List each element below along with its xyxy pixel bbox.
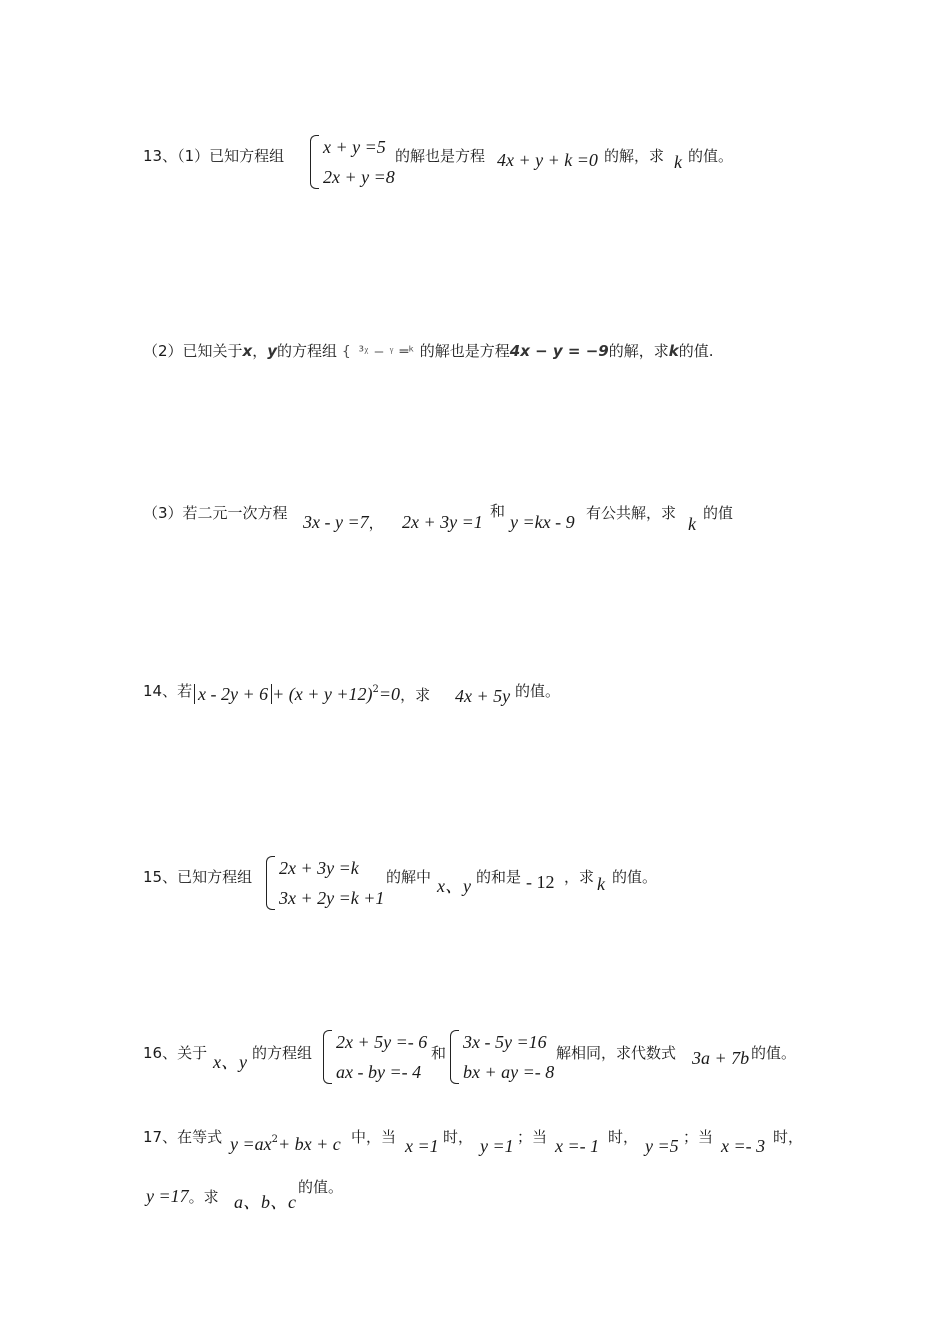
q17-c2x: x =- 1 [555,1136,600,1156]
q17-semi1: ；当 [517,1128,548,1146]
q13-3-sep: ， [368,514,384,532]
q15-mid3-wrap [564,866,594,887]
q17-eq-wrap [230,1134,341,1155]
q13-1-tail [604,145,664,166]
q16-xy: x、y [213,1052,247,1072]
q17-semi1-wrap [517,1126,547,1147]
q15-prefix: 15、已知方程组 [143,868,253,886]
q17-semi2: ；当 [683,1128,714,1146]
q13-2-prefix: （2）已知关于 [143,342,243,360]
q13-1-eq3: 4x + y + k =0 [497,150,598,170]
q16-expr: 3a + 7b [692,1048,750,1068]
q16-s1e1: 2x + 5y =- 6 [336,1032,428,1052]
q15-xy-wrap [437,872,471,898]
q15-mid2-wrap [476,866,521,887]
q17-end-wrap [298,1176,343,1197]
q16-line [143,1042,207,1063]
q13-3-line [143,502,288,523]
q13-1-eq3-wrap [497,150,598,171]
q17-abc: a、b、c [234,1192,296,1212]
q14-prefix: 14、若 [143,682,193,700]
q13-3-eq1: 3x - y =7 [303,512,369,532]
q15-val-wrap [526,872,555,893]
q13-3-eq2-wrap [402,512,483,533]
q14-line [143,680,192,701]
q13-1-k-wrap [674,152,682,173]
q13-1-line [143,145,284,166]
q15-end: 的值。 [612,868,658,886]
q16-s1e2: ax - by =- 4 [336,1062,422,1082]
q17-shi3: 时， [773,1128,804,1146]
q13-3-tail [586,502,676,523]
q16-end-wrap [751,1042,796,1063]
q13-3-mid: 有公共解，求 [586,504,677,522]
q16-s2e1: 3x - 5y =16 [463,1032,547,1052]
q13-2-mid: 的方程组 [277,342,338,360]
q15-k-wrap [597,874,605,895]
q13-1-end-wrap [688,145,733,166]
q13-2-mid2: 的解也是方程 [419,342,510,360]
q13-2-end: 的值. [678,342,714,360]
q15-mid: 的解中 [386,868,432,886]
q13-2-garbled-system: { ³ᵡ ‒ ᵞ ═ᵏ [342,344,415,360]
q13-2-y: y [267,342,278,360]
q16-mid: 的方程组 [252,1044,313,1062]
q17-eq-a: y =ax [230,1134,272,1154]
q17-semi2-wrap [683,1126,713,1147]
q15-mid2: 的和是 [476,868,522,886]
q14-expr-wrap [194,684,430,705]
q13-3-eq2: 2x + 3y =1 [402,512,483,532]
q13-1-end: 的值。 [688,147,734,165]
brace-icon [310,135,319,189]
q17-shi2: 时， [608,1128,639,1146]
q14-expr2-wrap [455,686,510,707]
q15-system [266,856,384,910]
q13-3-prefix: （3）若二元一次方程 [143,504,288,522]
q17-shi2-wrap [608,1126,638,1147]
q17-sup: 2 [271,1134,278,1145]
q15-eq2: 3x + 2y =k +1 [279,888,385,908]
q14-expr: 4x + 5y [455,686,511,706]
q17-c2y-wrap [645,1136,679,1157]
q17-c1x: x =1 [405,1136,439,1156]
q15-mid3: ，求 [564,868,595,886]
q17-c3x: x =- 3 [721,1136,766,1156]
q15-eq1: 2x + 3y =k [279,858,359,878]
q15-end-wrap [612,866,657,887]
q13-2-mid3: 的解，求 [608,342,669,360]
q17-c3x-wrap [721,1136,765,1157]
q17-c1y-wrap [480,1136,514,1157]
q14-plus: + (x + y +12) [272,684,373,704]
q17-abc-wrap [234,1188,296,1214]
q15-k: k [597,874,605,894]
q14-end: 的值。 [515,682,561,700]
q17-zhong-wrap [351,1126,396,1147]
q13-1-line-rest [395,145,485,166]
q14-mid: ，求 [400,686,431,704]
q13-2-line [143,340,713,361]
q13-3-end: 的值 [703,504,734,522]
q17-eq-b: + bx + c [278,1134,341,1154]
q16-prefix: 16、关于 [143,1044,208,1062]
q17-prefix: 17、在等式 [143,1128,223,1146]
q16-mid-wrap [252,1042,312,1063]
q15-line [143,866,252,887]
q13-2-k: k [668,342,679,360]
q16-xy-wrap [213,1048,247,1074]
q17-end: 的值。 [298,1178,344,1196]
q13-3-end-wrap [703,502,733,523]
q15-mid-wrap [386,866,431,887]
q16-he-wrap [431,1042,446,1063]
q13-1-mid2: 的解，求 [604,147,665,165]
q16-system-2 [450,1030,554,1084]
q15-val: - 12 [526,872,555,892]
q17-zhong: 中，当 [351,1128,397,1146]
q14-eq0: =0 [378,684,401,704]
q16-he: 和 [431,1044,447,1062]
q13-2-comma: ， [252,342,268,360]
q13-1-mid: 的解也是方程 [395,147,486,165]
q17-shi1-wrap [443,1126,473,1147]
q13-1-system [310,135,395,189]
q14-abs: x - 2y + 6 [194,684,272,704]
q17-c1x-wrap [405,1136,439,1157]
q15-xy: x、y [437,876,471,896]
q17-line1 [143,1126,222,1147]
q16-expr-wrap [692,1048,749,1069]
q13-3-eq1-wrap [303,512,384,533]
q13-3-eq3: y =kx - 9 [510,512,575,532]
q17-c2x-wrap [555,1136,599,1157]
q16-mid2: 解相同，求代数式 [556,1044,677,1062]
q16-system-1 [323,1030,427,1084]
q13-1-k: k [674,152,682,172]
q13-1-eq1: x + y =5 [323,137,386,157]
q13-2-eq: 4x − y = −9 [509,342,609,360]
q16-end: 的值。 [751,1044,797,1062]
q17-shi1: 时， [443,1128,474,1146]
q13-3-k-wrap [688,514,696,535]
q17-c1y: y =1 [480,1136,514,1156]
q17-c2y: y =5 [645,1136,679,1156]
q17-dot: 。求 [188,1188,219,1206]
q13-2-x: x [242,342,253,360]
q16-s2e2: bx + ay =- 8 [463,1062,555,1082]
brace-icon [450,1030,459,1084]
q13-1-eq2: 2x + y =8 [323,167,395,187]
brace-icon [266,856,275,910]
q17-c3y: y =17 [146,1186,189,1206]
q13-1-prefix: 13、（1）已知方程组 [143,147,285,165]
q13-3-eq3-wrap [510,512,575,533]
q13-3-he: 和 [490,502,506,520]
q13-3-k: k [688,514,696,534]
q14-sup: 2 [372,684,379,695]
q14-end-wrap [515,680,560,701]
q17-shi3-wrap [773,1126,803,1147]
q13-3-he-wrap [490,500,505,521]
q17-line2 [146,1186,219,1207]
brace-icon [323,1030,332,1084]
q16-mid2-wrap [556,1042,676,1063]
